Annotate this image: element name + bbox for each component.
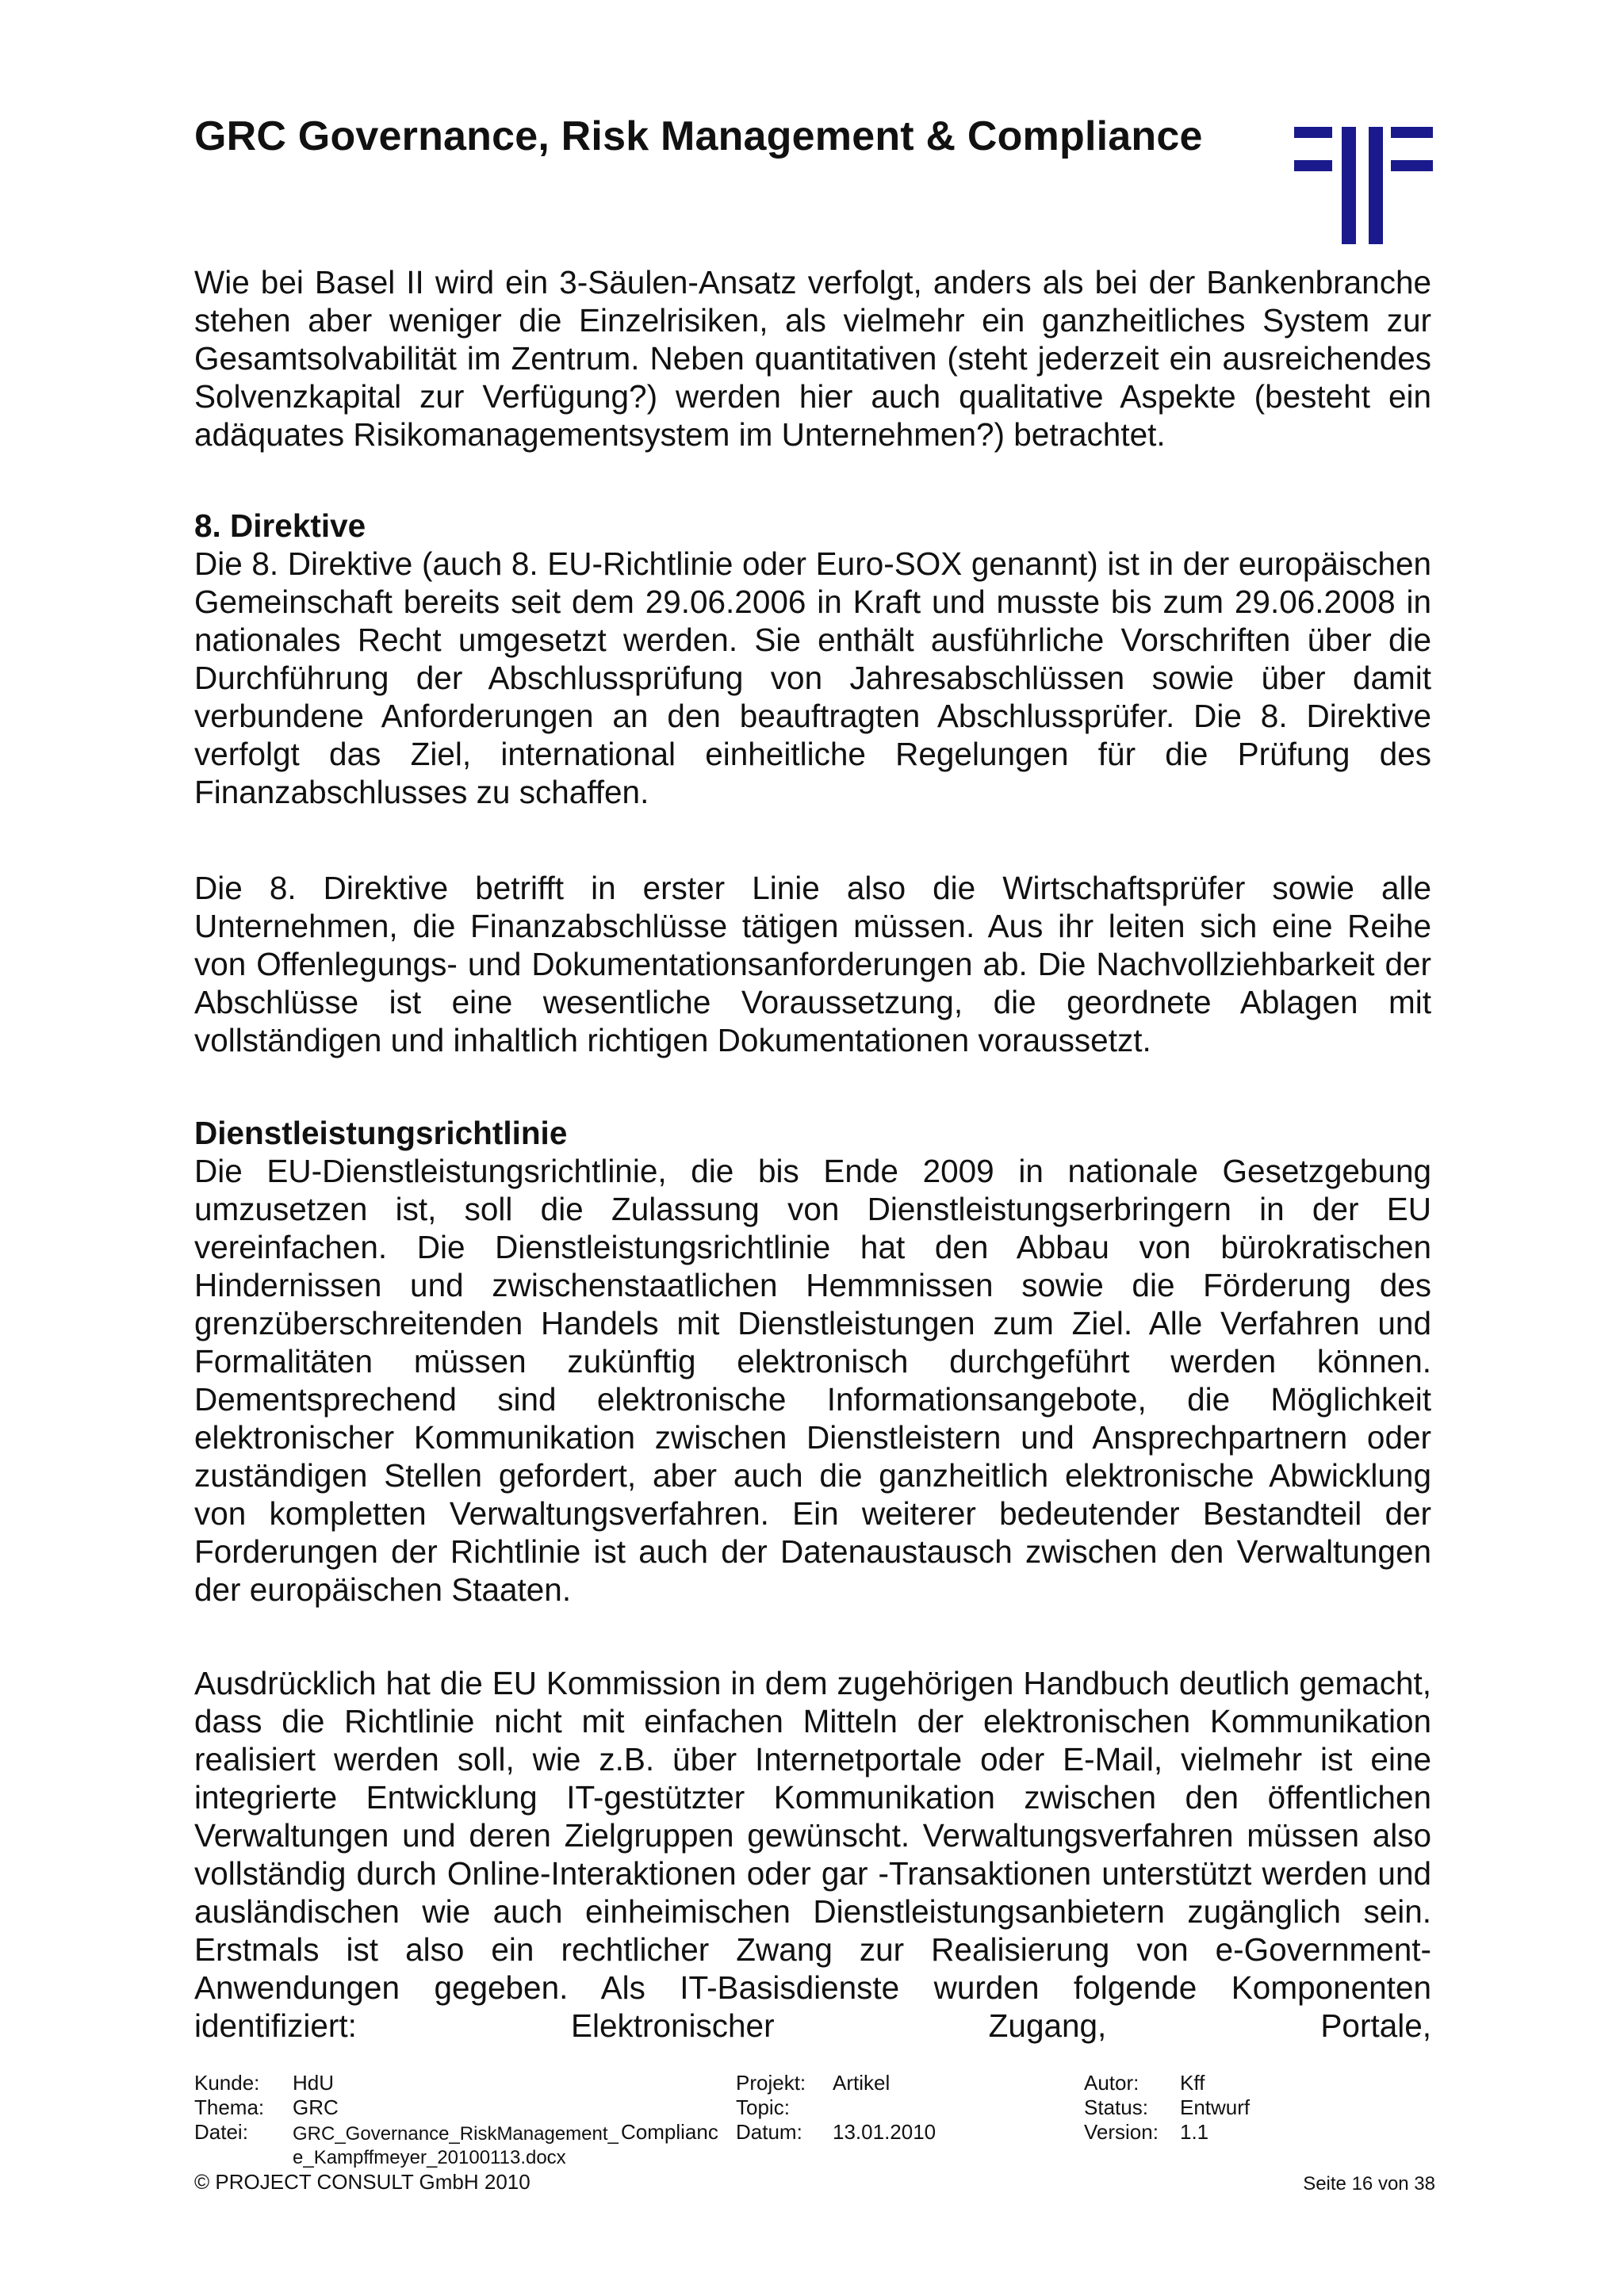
footer-autor-value: Kff bbox=[1180, 2071, 1205, 2095]
section-heading-dienstleistungsrichtlinie: Dienstleistungsrichtlinie bbox=[194, 1115, 568, 1151]
footer-datei-value-line2: e_Kampffmeyer_20100113.docx bbox=[293, 2147, 566, 2168]
footer-page-number: Seite 16 von 38 bbox=[1303, 2173, 1435, 2195]
footer-topic-label: Topic: bbox=[736, 2095, 790, 2119]
section-heading-8-direktive: 8. Direktive bbox=[194, 507, 366, 544]
paragraph-8-direktive: Die 8. Direktive (auch 8. EU-Richtlinie oder Euro-SOX genannt) ist in der europäischen Gemeinschaft bereits seit dem 29.06.2006 in Kraft und musste bis zum 29.06.2008 in nationales Recht umgesetzt werden. Sie enthält ausführliche Vorschriften über die Durchführung der Abschlussprüfung von Jahresabschlüssen sowie über damit verbundene Anforderungen an den beauftragten Abschlussprüfer. Die 8. Direktive verfolgt das Ziel, international einheitliche Regelungen für die Prüfung des Finanzabschlusses zu schaffen. bbox=[194, 545, 1431, 810]
footer-projekt-value: Artikel bbox=[833, 2071, 891, 2095]
footer-datei-value-compliance: Complianc bbox=[621, 2120, 718, 2144]
section-8-direktive bbox=[194, 507, 1431, 811]
footer-datum-value: 13.01.2010 bbox=[833, 2120, 936, 2144]
paragraph-basel: Wie bei Basel II wird ein 3-Säulen-Ansatz verfolgt, anders als bei der Bankenbranche stehen aber weniger die Einzelrisiken, als vielmehr ein ganzheitliches System zur Gesamtsolvabilität im Zentrum. Neben quantitativen (steht jederzeit ein ausreichendes Solvenzkapital zur Verfügung?) werden hier auch qualitative Aspekte (besteht ein adäquates Risikomanagementsystem im Unternehmen?) betrachtet. bbox=[194, 264, 1431, 453]
footer-kunde-value: HdU bbox=[293, 2071, 335, 2095]
footer-version-label: Version: bbox=[1084, 2120, 1159, 2144]
footer-datei-value-line1: GRC_Governance_RiskManagement_ bbox=[293, 2123, 619, 2145]
footer-status-value: Entwurf bbox=[1180, 2095, 1251, 2119]
project-consult-logo-icon bbox=[1294, 127, 1433, 244]
footer-projekt-label: Projekt: bbox=[736, 2071, 806, 2095]
paragraph-5-block bbox=[194, 1664, 1431, 2045]
footer-thema-label: Thema: bbox=[194, 2095, 265, 2119]
footer-status-label: Status: bbox=[1084, 2095, 1148, 2119]
footer-autor-label: Autor: bbox=[1084, 2071, 1139, 2095]
paragraph-eu-kommission: Ausdrücklich hat die EU Kommission in dem zugehörigen Handbuch deutlich gemacht, dass die Richtlinie nicht mit einfachen Mitteln der elektronischen Kommunikation realisiert werden soll, wie z.B. über Internetportale oder E-Mail, vielmehr ist eine integrierte Entwicklung IT-gestützter Kommunikation zwischen den öffentlichen Verwaltungen und deren Zielgruppen gewünscht. Verwaltungsverfahren müssen also vollständig durch Online-Interaktionen oder gar -Transaktionen unterstützt werden und ausländischen wie auch einheimischen Dienstleistungsanbietern zugänglich sein. Erstmals ist also ein rechtlicher Zwang zur Realisierung von e-Government-Anwendungen gegeben. Als IT-Basisdienste wurden folgende Komponenten identifiziert: Elektronischer Zugang, Portale, bbox=[194, 1665, 1431, 2044]
footer-kunde-label: Kunde: bbox=[194, 2071, 260, 2095]
paragraph-dienstleistungsrichtlinie: Die EU-Dienstleistungsrichtlinie, die bis Ende 2009 in nationale Gesetzgebung umzusetzen ist, soll die Zulassung von Dienstleistungserbringern in der EU vereinfachen. Die Dienstleistungsrichtlinie hat den Abbau von bürokratischen Hindernissen und zwischenstaatlichen Hemmnissen sowie die Förderung des grenzüberschreitenden Handels mit Dienstleistungen zum Ziel. Alle Verfahren und Formalitäten müssen zukünftig elektronisch durchgeführt werden können. Dementsprechend sind elektronische Informationsangebote, die Möglichkeit elektronischer Kommunikation zwischen Dienstleistern und Ansprechpartnern oder zuständigen Stellen gefordert, aber auch die ganzheitlich elektronische Abwicklung von kompletten Verwaltungsverfahren. Ein weiterer bedeutender Bestandteil der Forderungen der Richtlinie ist auch der Datenaustausch zwischen den Verwaltungen der europäischen Staaten. bbox=[194, 1153, 1431, 1608]
footer-copyright: © PROJECT CONSULT GmbH 2010 bbox=[194, 2170, 530, 2194]
paragraph-wirtschaftspruefer: Die 8. Direktive betrifft in erster Linie also die Wirtschaftsprüfer sowie alle Unternehmen, die Finanzabschlüsse tätigen müssen. Aus ihr leiten sich eine Reihe von Offenlegungs- und Dokumentationsanforderungen ab. Die Nachvollziehbarkeit der Abschlüsse ist eine wesentliche Voraussetzung, die geordnete Ablagen mit vollständigen und inhaltlich richtigen Dokumentationen voraussetzt. bbox=[194, 870, 1431, 1058]
paragraph-3-block bbox=[194, 869, 1431, 1059]
footer-datum-label: Datum: bbox=[736, 2120, 802, 2144]
footer-datei-label: Datei: bbox=[194, 2120, 248, 2144]
paragraph-1-block bbox=[194, 263, 1431, 453]
page-title: GRC Governance, Risk Management & Compliance bbox=[194, 113, 1203, 159]
footer-thema-value: GRC bbox=[293, 2095, 339, 2119]
footer-version-value: 1.1 bbox=[1180, 2120, 1209, 2144]
section-dienstleistungsrichtlinie bbox=[194, 1114, 1431, 1609]
